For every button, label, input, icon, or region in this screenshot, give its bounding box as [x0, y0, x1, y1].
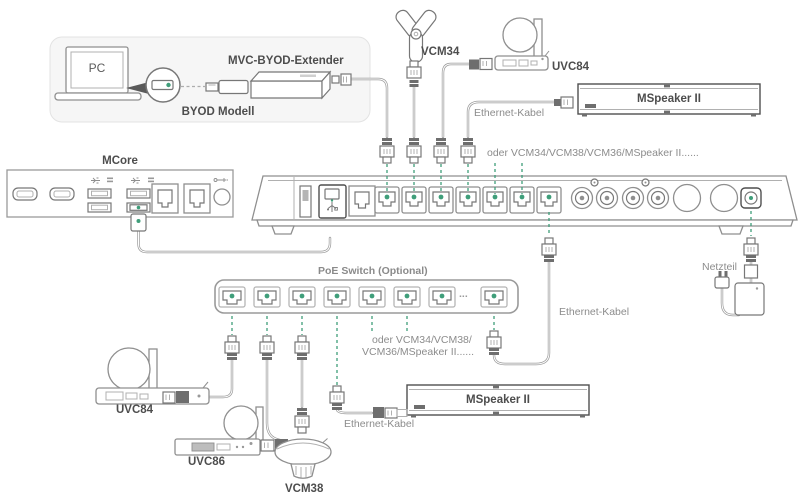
byod-caption: BYOD Modell [181, 106, 255, 118]
poe-switch-label: PoE Switch (Optional) [318, 265, 428, 277]
mcore-label: MCore [102, 155, 138, 167]
uvc84-top-label: UVC84 [552, 61, 590, 73]
netzteil-label: Netzteil [702, 261, 738, 273]
oder-note-top-label: oder VCM34/VCM38/VCM36/MSpeaker II...... [487, 147, 699, 159]
uvc84-top-icon [469, 18, 549, 70]
vcm38-icon [275, 439, 331, 479]
poe-switch-icon [215, 280, 518, 313]
ethernet-kabel-right-label: Ethernet-Kabel [559, 306, 630, 318]
extender-label: MVC-BYOD-Extender [228, 55, 344, 67]
mcore-icon [7, 170, 233, 231]
oder-note-bottom-line2: VCM36/MSpeaker II...... [362, 346, 475, 358]
uvc84-bottom-icon [96, 348, 209, 404]
main-device-icon [252, 176, 797, 234]
poe-ellipsis: ... [459, 288, 468, 300]
uvc86-icon [175, 406, 288, 455]
pc-label: PC [88, 61, 106, 75]
ethernet-kabel-top-label: Ethernet-Kabel [474, 107, 545, 119]
vcm38-label: VCM38 [285, 483, 324, 494]
oder-note-bottom-line1: oder VCM34/VCM38/ [372, 334, 472, 346]
vcm34-label: VCM34 [421, 46, 460, 58]
uvc84-bottom-label: UVC84 [116, 404, 154, 416]
power-port-icon [741, 188, 761, 208]
ethernet-kabel-bottom-label: Ethernet-Kabel [344, 418, 415, 430]
mspeaker-bottom-label: MSpeaker II [466, 394, 530, 406]
uvc86-label: UVC86 [188, 456, 226, 468]
usb-plug-icon [206, 81, 248, 94]
mspeaker-top-label: MSpeaker II [637, 93, 701, 105]
